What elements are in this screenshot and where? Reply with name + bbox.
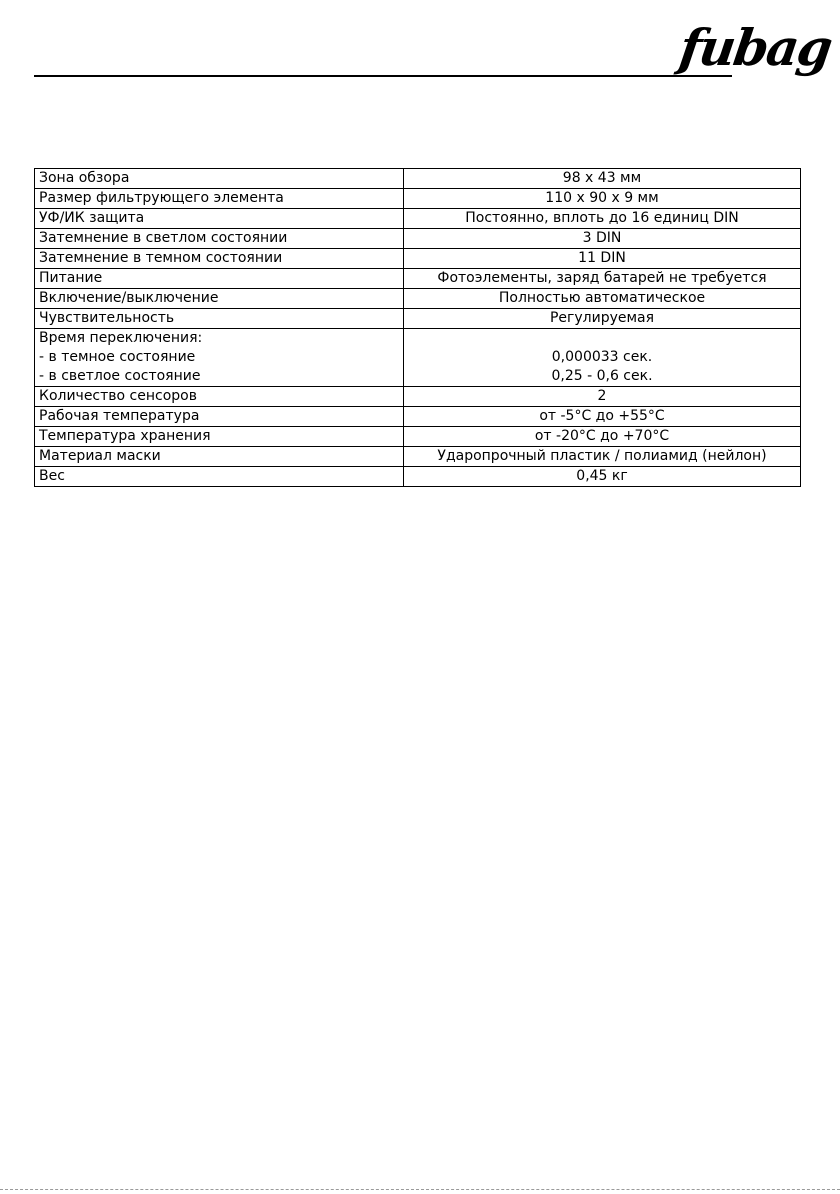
table-row xyxy=(35,249,801,269)
spec-value: Фотоэлементы, заряд батарей не требуется xyxy=(404,269,801,289)
table-row xyxy=(35,329,801,387)
table-row xyxy=(35,169,801,189)
spec-value: 98 х 43 мм xyxy=(404,169,801,189)
table-row xyxy=(35,209,801,229)
spec-value: от -5°С до +55°С xyxy=(404,407,801,427)
table-row xyxy=(35,309,801,329)
spec-value: Ударопрочный пластик / полиамид (нейлон) xyxy=(404,447,801,467)
spec-value: 3 DIN xyxy=(404,229,801,249)
spec-label: Питание xyxy=(35,269,404,289)
spec-label: Рабочая температура xyxy=(35,407,404,427)
table-row xyxy=(35,467,801,487)
table-row xyxy=(35,229,801,249)
spec-label: Материал маски xyxy=(35,447,404,467)
spec-label: Количество сенсоров xyxy=(35,387,404,407)
table-row xyxy=(35,387,801,407)
spec-label: Температура хранения xyxy=(35,427,404,447)
table-row xyxy=(35,289,801,309)
spec-value: 2 xyxy=(404,387,801,407)
spec-label: Затемнение в светлом состоянии xyxy=(35,229,404,249)
spec-label: Размер фильтрующего элемента xyxy=(35,189,404,209)
table-row xyxy=(35,189,801,209)
header-rule xyxy=(34,75,732,77)
specifications-table xyxy=(34,168,801,487)
spec-label: Зона обзора xyxy=(35,169,404,189)
spec-value: 11 DIN xyxy=(404,249,801,269)
spec-value: Полностью автоматическое xyxy=(404,289,801,309)
table-row xyxy=(35,427,801,447)
table-row xyxy=(35,407,801,427)
spec-value: 0,000033 сек. 0,25 - 0,6 сек. xyxy=(404,329,801,387)
spec-label: Чувствительность xyxy=(35,309,404,329)
spec-value: Регулируемая xyxy=(404,309,801,329)
spec-value: 0,45 кг xyxy=(404,467,801,487)
spec-value: Постоянно, вплоть до 16 единиц DIN xyxy=(404,209,801,229)
spec-label: УФ/ИК защита xyxy=(35,209,404,229)
spec-value: от -20°С до +70°С xyxy=(404,427,801,447)
spec-value: 110 х 90 х 9 мм xyxy=(404,189,801,209)
spec-label: Затемнение в темном состоянии xyxy=(35,249,404,269)
table-row xyxy=(35,447,801,467)
table-row xyxy=(35,269,801,289)
spec-label: Время переключения: - в темное состояние - в светлое состояние xyxy=(35,329,404,387)
brand-logo: fubag xyxy=(675,18,835,77)
spec-label: Вес xyxy=(35,467,404,487)
spec-label: Включение/выключение xyxy=(35,289,404,309)
page-bottom-edge xyxy=(0,1189,840,1190)
